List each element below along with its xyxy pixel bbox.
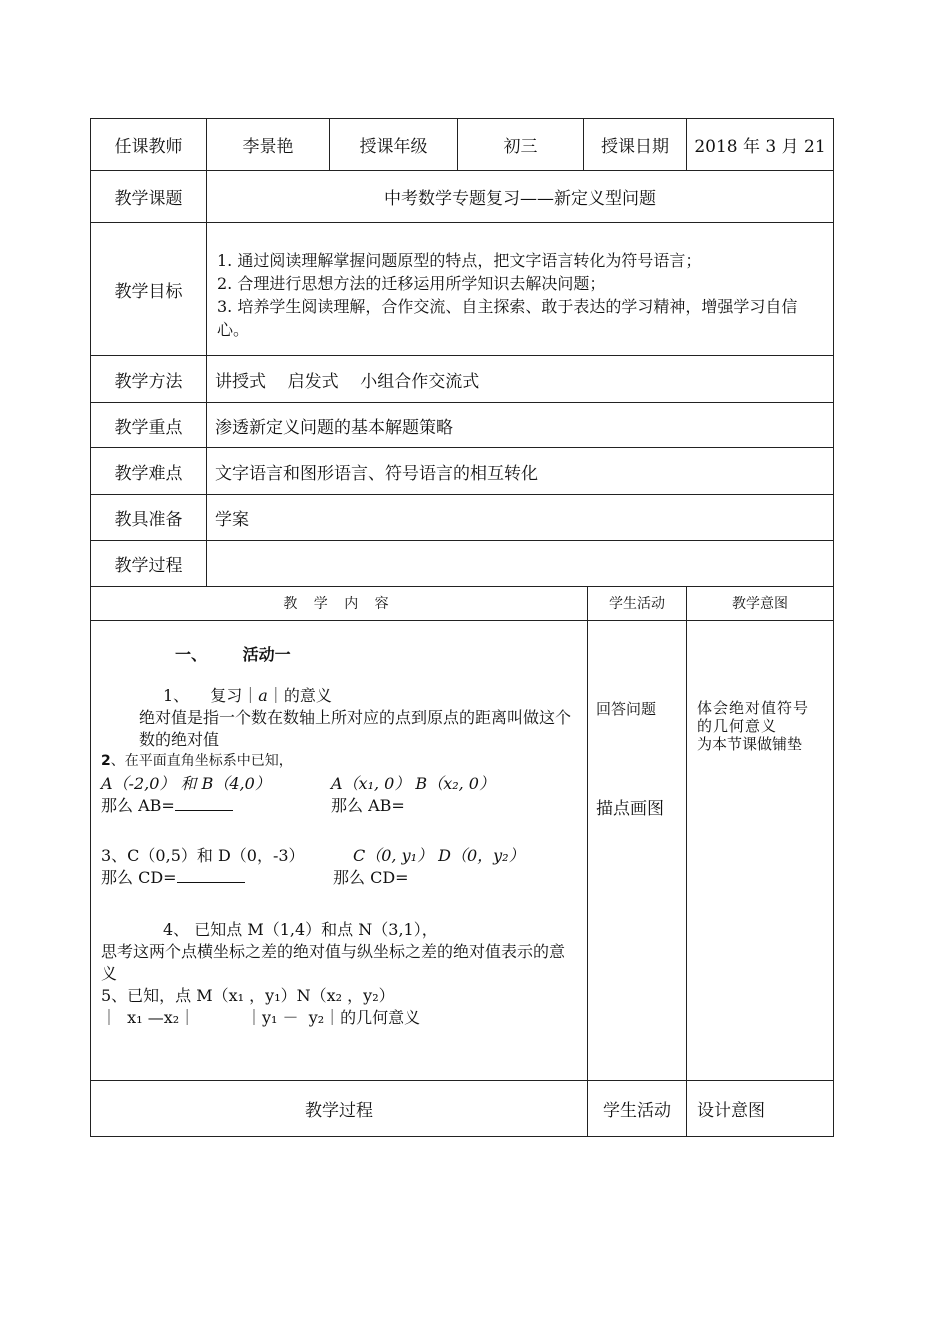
- activity-row: [91, 620, 834, 1080]
- q3-answer-row: [101, 867, 577, 889]
- content-column-header: 教 学 内 容: [91, 586, 588, 620]
- process-label: 教学过程: [91, 541, 207, 587]
- question-3: [101, 845, 577, 867]
- footer-student: 学生活动: [588, 1080, 687, 1136]
- column-header-row: [91, 586, 834, 620]
- q3-points-var: C（0, y₁） D（0，y₂）: [353, 845, 525, 865]
- difficulty-row: [91, 448, 834, 495]
- q2-answer-a: 那么 AB=: [101, 795, 331, 817]
- student-activity-item: 回答问题: [596, 699, 657, 718]
- question-5-head: 5、已知，点 M（x₁ ，y₁）N（x₂ ，y₂）: [101, 985, 395, 1005]
- tools-row: [91, 495, 834, 541]
- question-4-body: 思考这两个点横坐标之差的绝对值与纵坐标之差的绝对值表示的意义: [101, 941, 566, 983]
- difficulty-label: 教学难点: [91, 448, 207, 495]
- q3-answer-a: 那么 CD=: [101, 867, 333, 889]
- method-value: 讲授式 启发式 小组合作交流式: [207, 356, 834, 403]
- q3-answer-var: 那么 CD=: [333, 867, 409, 887]
- tools-value: 学案: [207, 495, 834, 541]
- topic-value: 中考数学专题复习——新定义型问题: [207, 171, 834, 223]
- activity-heading-title: 活动一: [242, 644, 291, 664]
- topic-label: 教学课题: [91, 171, 207, 223]
- focus-row: [91, 403, 834, 448]
- teacher-name: 李景艳: [207, 119, 330, 171]
- grade-label: 授课年级: [330, 119, 458, 171]
- student-column-header: 学生活动: [588, 586, 687, 620]
- goal-item: 1. 通过阅读理解掌握问题原型的特点，把文字语言转化为符号语言；: [217, 251, 702, 270]
- tools-label: 教具准备: [91, 495, 207, 541]
- q2-points-row: [101, 773, 577, 795]
- date-value: 2018 年 3 月 21: [687, 119, 834, 171]
- q1-text-a: 复习｜: [210, 685, 259, 705]
- date-label: 授课日期: [584, 119, 687, 171]
- process-value: [207, 541, 834, 587]
- q2-text: 、在平面直角坐标系中已知，: [110, 752, 293, 769]
- footer-process: 教学过程: [91, 1080, 588, 1136]
- goal-item: 3. 培养学生阅读理解，合作交流、自主探索、敢于表达的学习精神，增强学习自信心。: [217, 297, 798, 339]
- footer-design: 设计意图: [687, 1080, 834, 1136]
- student-activities: [588, 620, 687, 1080]
- lesson-content: [91, 620, 588, 1080]
- goals-row: [91, 223, 834, 356]
- question-5-body: ｜ x₁ —x₂｜ ｜y₁ － y₂｜的几何意义: [101, 1007, 421, 1027]
- intent-item: 体会绝对值符号的几何意义: [697, 698, 810, 735]
- method-label: 教学方法: [91, 356, 207, 403]
- q3-points: 3、C（0,5）和 D（0，-3）: [101, 845, 305, 865]
- header-row: [91, 119, 834, 171]
- q1-text-b: ｜的意义: [267, 685, 332, 705]
- lesson-plan-table: [90, 118, 834, 587]
- grade-value: 初三: [458, 119, 584, 171]
- design-intent: [687, 620, 834, 1080]
- topic-row: [91, 171, 834, 223]
- intent-column-header: 教学意图: [687, 586, 834, 620]
- difficulty-value: 文字语言和图形语言、符号语言的相互转化: [207, 448, 834, 495]
- activity-table: [90, 586, 834, 1137]
- activity-heading: [175, 644, 577, 666]
- q2-number: 2: [101, 752, 111, 769]
- question-2: [101, 751, 577, 771]
- student-activity-item: 描点画图: [596, 798, 664, 819]
- goals-list: [207, 223, 834, 356]
- goal-item: 2. 合理进行思想方法的迁移运用所学知识去解决问题；: [217, 274, 606, 293]
- question-4-head: 4、 已知点 M（1,4）和点 N（3,1），: [163, 919, 438, 939]
- activity-heading-number: 一、: [175, 644, 208, 664]
- q2-answer-var: 那么 AB=: [331, 795, 405, 815]
- goals-label: 教学目标: [91, 223, 207, 356]
- footer-row: [91, 1080, 834, 1136]
- answer-blank[interactable]: [175, 796, 233, 811]
- question-1: [163, 685, 577, 707]
- method-row: [91, 356, 834, 403]
- q1-variable: a: [258, 685, 268, 705]
- lesson-plan-sheet: [90, 118, 833, 1137]
- q1-number: 1、: [163, 685, 190, 705]
- q2-answer-row: [101, 795, 577, 817]
- teacher-label: 任课教师: [91, 119, 207, 171]
- q1-definition: 绝对值是指一个数在数轴上所对应的点到原点的距离叫做这个数的绝对值: [139, 707, 572, 749]
- process-row: [91, 541, 834, 587]
- focus-value: 渗透新定义问题的基本解题策略: [207, 403, 834, 448]
- answer-blank[interactable]: [177, 868, 245, 883]
- intent-item: 为本节课做铺垫: [697, 734, 803, 753]
- focus-label: 教学重点: [91, 403, 207, 448]
- q2-points-a: A（-2,0） 和 B（4,0）: [101, 773, 271, 793]
- q2-points-var: A（x₁, 0） B（x₂, 0）: [331, 773, 495, 793]
